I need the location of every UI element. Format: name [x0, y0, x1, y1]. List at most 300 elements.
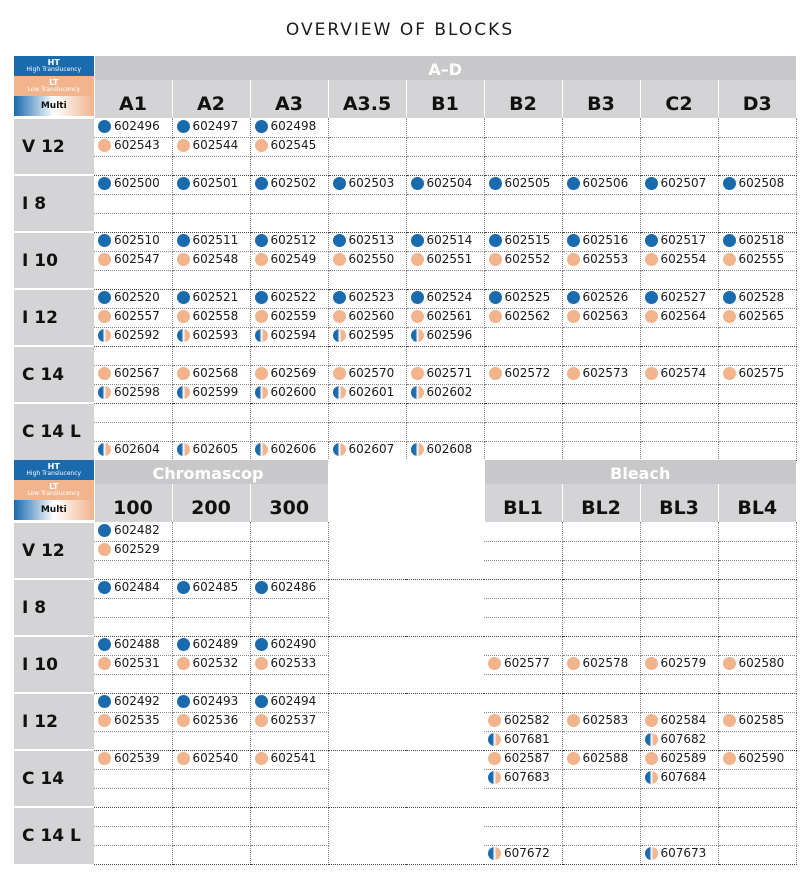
block-code-cell — [562, 712, 640, 731]
shade-header: 100 — [94, 484, 172, 522]
block-code: 602601 — [348, 385, 395, 400]
block-code: 602585 — [738, 713, 785, 728]
lt-translucency-icon — [488, 752, 501, 765]
table-row — [14, 118, 796, 137]
block-code: 602494 — [270, 694, 317, 709]
block-code-cell — [94, 137, 172, 156]
empty-cell — [328, 422, 406, 441]
block-code: 602564 — [660, 309, 707, 324]
empty-cell — [718, 788, 796, 807]
block-code: 602520 — [114, 290, 160, 305]
mu-translucency-icon — [177, 386, 190, 399]
lt-translucency-icon — [489, 253, 502, 266]
material-row-label: I 10 — [14, 636, 94, 693]
material-row-label: C 14 — [14, 750, 94, 807]
empty-cell — [484, 807, 562, 826]
block-code-cell — [562, 289, 640, 308]
table-row — [14, 327, 796, 346]
block-code-cell — [640, 232, 718, 251]
ht-translucency-icon — [255, 581, 268, 594]
block-code-cell — [562, 365, 640, 384]
block-code-cell — [406, 365, 484, 384]
empty-cell — [406, 560, 484, 579]
empty-cell — [718, 617, 796, 636]
empty-cell — [484, 441, 562, 460]
empty-cell — [328, 598, 406, 617]
empty-cell — [640, 441, 718, 460]
block-code: 602500 — [114, 176, 160, 191]
lt-translucency-icon — [98, 543, 111, 556]
block-code-cell — [172, 232, 250, 251]
ht-translucency-icon — [255, 638, 268, 651]
block-code-cell — [328, 384, 406, 403]
band-bleach: Bleach — [484, 460, 796, 484]
block-code: 602518 — [738, 233, 785, 248]
table-row — [14, 194, 796, 213]
empty-cell — [328, 213, 406, 232]
empty-cell — [640, 137, 718, 156]
empty-cell — [640, 636, 718, 655]
empty-cell — [406, 137, 484, 156]
block-code-cell — [94, 365, 172, 384]
block-code: 602493 — [192, 694, 239, 709]
table-row — [14, 579, 796, 598]
lt-translucency-icon — [98, 253, 111, 266]
empty-cell — [562, 327, 640, 346]
empty-cell — [562, 807, 640, 826]
table-row — [14, 156, 796, 175]
table-row — [14, 213, 796, 232]
empty-cell — [640, 346, 718, 365]
block-code: 602541 — [270, 751, 317, 766]
ht-translucency-icon — [333, 291, 346, 304]
ht-translucency-icon — [177, 638, 190, 651]
block-code: 602547 — [114, 252, 160, 267]
empty-cell — [328, 560, 406, 579]
block-code: 602529 — [114, 542, 160, 557]
empty-cell — [94, 845, 172, 864]
block-code: 602523 — [348, 290, 395, 305]
ht-translucency-icon — [723, 291, 736, 304]
empty-cell — [640, 579, 718, 598]
block-code-cell — [172, 636, 250, 655]
ht-translucency-icon — [333, 234, 346, 247]
block-code-cell — [484, 655, 562, 674]
empty-cell — [718, 826, 796, 845]
block-code-cell — [484, 750, 562, 769]
block-code-cell — [640, 308, 718, 327]
ht-translucency-icon — [177, 177, 190, 190]
material-row-label: I 8 — [14, 579, 94, 636]
table-row — [14, 750, 796, 769]
empty-cell — [250, 769, 328, 788]
block-code: 602504 — [426, 176, 473, 191]
empty-cell — [640, 598, 718, 617]
empty-cell — [406, 156, 484, 175]
block-code-cell — [250, 384, 328, 403]
table-row — [14, 617, 796, 636]
empty-cell — [172, 731, 250, 750]
block-code: 602532 — [192, 656, 239, 671]
empty-cell — [640, 327, 718, 346]
empty-cell — [562, 137, 640, 156]
empty-cell — [94, 422, 172, 441]
block-code-cell — [250, 251, 328, 270]
empty-cell — [718, 731, 796, 750]
ht-translucency-icon — [255, 177, 268, 190]
empty-cell — [406, 598, 484, 617]
block-code-cell — [172, 712, 250, 731]
block-code: 607684 — [660, 770, 707, 785]
block-code-cell — [94, 327, 172, 346]
band-a-d: A–D — [94, 56, 796, 80]
block-code-cell — [94, 541, 172, 560]
empty-cell — [406, 807, 484, 826]
block-code: 602584 — [660, 713, 707, 728]
block-code-cell — [484, 845, 562, 864]
ht-translucency-icon — [567, 291, 580, 304]
empty-cell — [94, 270, 172, 289]
empty-cell — [250, 213, 328, 232]
lt-translucency-icon — [98, 310, 111, 323]
empty-cell — [718, 403, 796, 422]
empty-cell — [562, 346, 640, 365]
empty-cell — [406, 712, 484, 731]
empty-cell — [250, 422, 328, 441]
empty-cell — [328, 636, 406, 655]
shade-header: B2 — [484, 80, 562, 118]
empty-cell — [406, 655, 484, 674]
empty-cell — [94, 769, 172, 788]
empty-cell — [406, 731, 484, 750]
lt-translucency-icon — [645, 253, 658, 266]
empty-cell — [718, 213, 796, 232]
lt-translucency-icon — [489, 310, 502, 323]
block-code-cell — [172, 137, 250, 156]
empty-cell — [640, 693, 718, 712]
empty-cell — [406, 522, 484, 541]
block-code-cell — [328, 289, 406, 308]
empty-cell — [328, 522, 406, 541]
block-code-cell — [718, 289, 796, 308]
empty-cell — [172, 617, 250, 636]
lt-translucency-icon — [255, 367, 268, 380]
block-code-cell — [172, 289, 250, 308]
block-code-cell — [484, 712, 562, 731]
empty-cell — [562, 731, 640, 750]
lt-translucency-icon — [567, 310, 580, 323]
table-row — [14, 365, 796, 384]
mu-translucency-icon — [98, 443, 111, 456]
empty-cell — [172, 541, 250, 560]
block-code-cell — [484, 289, 562, 308]
lt-translucency-icon — [723, 367, 736, 380]
block-code: 602552 — [504, 252, 551, 267]
block-code-cell — [172, 251, 250, 270]
empty-cell — [328, 712, 406, 731]
empty-cell — [172, 674, 250, 693]
block-code: 602606 — [270, 442, 317, 457]
empty-cell — [718, 845, 796, 864]
block-code-cell — [406, 308, 484, 327]
block-code: 602595 — [348, 328, 395, 343]
block-code-cell — [640, 655, 718, 674]
empty-cell — [328, 788, 406, 807]
empty-cell — [562, 617, 640, 636]
lt-translucency-icon — [333, 310, 346, 323]
block-code: 607682 — [660, 732, 707, 747]
material-row-label: I 8 — [14, 175, 94, 232]
table-row — [14, 598, 796, 617]
empty-cell — [562, 598, 640, 617]
block-code-cell — [250, 137, 328, 156]
empty-cell — [562, 522, 640, 541]
block-code: 602558 — [192, 309, 239, 324]
empty-cell — [406, 826, 484, 845]
block-code-cell — [94, 175, 172, 194]
block-code: 607673 — [660, 846, 707, 861]
empty-cell — [640, 807, 718, 826]
block-code: 602605 — [192, 442, 239, 457]
lt-translucency-icon — [645, 367, 658, 380]
block-code: 602602 — [426, 385, 473, 400]
lt-translucency-icon — [98, 367, 111, 380]
lt-translucency-icon — [723, 752, 736, 765]
ht-translucency-icon — [489, 177, 502, 190]
empty-cell — [406, 674, 484, 693]
mu-translucency-icon — [98, 329, 111, 342]
empty-cell — [406, 270, 484, 289]
empty-cell — [406, 422, 484, 441]
empty-cell — [406, 788, 484, 807]
lt-translucency-icon — [177, 139, 190, 152]
shade-header: B1 — [406, 80, 484, 118]
empty-cell — [250, 270, 328, 289]
block-code-cell — [250, 327, 328, 346]
empty-cell — [328, 270, 406, 289]
empty-cell — [328, 750, 406, 769]
empty-cell — [328, 617, 406, 636]
empty-cell — [484, 156, 562, 175]
table-row — [14, 270, 796, 289]
block-code: 602570 — [348, 366, 395, 381]
block-code: 602540 — [192, 751, 239, 766]
block-code-cell — [94, 251, 172, 270]
block-code: 602488 — [114, 637, 160, 652]
empty-cell — [718, 598, 796, 617]
block-code-cell — [328, 251, 406, 270]
empty-cell — [718, 422, 796, 441]
block-code: 602573 — [582, 366, 629, 381]
empty-cell — [172, 598, 250, 617]
empty-cell — [94, 194, 172, 213]
lt-translucency-icon — [645, 310, 658, 323]
empty-cell — [172, 560, 250, 579]
empty-cell — [172, 156, 250, 175]
empty-cell — [250, 845, 328, 864]
block-code-cell — [718, 175, 796, 194]
block-code-cell — [484, 175, 562, 194]
block-code-cell — [640, 251, 718, 270]
block-code: 602485 — [192, 580, 239, 595]
lt-translucency-icon — [333, 367, 346, 380]
block-code: 602522 — [270, 290, 317, 305]
table-row — [14, 769, 796, 788]
empty-cell — [484, 826, 562, 845]
empty-cell — [94, 674, 172, 693]
ht-translucency-icon — [411, 234, 424, 247]
table-row — [14, 403, 796, 422]
table-row — [14, 693, 796, 712]
block-code: 602502 — [270, 176, 317, 191]
shade-header: D3 — [718, 80, 796, 118]
lt-translucency-icon — [723, 310, 736, 323]
legend-ht: HT High Translucency — [14, 460, 94, 480]
block-code-cell — [250, 289, 328, 308]
table-row — [14, 232, 796, 251]
table-row — [14, 541, 796, 560]
block-code: 602574 — [660, 366, 707, 381]
block-code: 602550 — [348, 252, 395, 267]
table-row — [14, 560, 796, 579]
ht-translucency-icon — [489, 234, 502, 247]
block-code: 602497 — [192, 119, 239, 133]
block-code: 602582 — [504, 713, 550, 728]
block-code: 602489 — [192, 637, 239, 652]
block-code-cell — [250, 712, 328, 731]
empty-cell — [718, 522, 796, 541]
block-code-cell — [172, 308, 250, 327]
lt-translucency-icon — [411, 310, 424, 323]
lt-translucency-icon — [567, 714, 580, 727]
mu-translucency-icon — [255, 386, 268, 399]
empty-cell — [172, 346, 250, 365]
empty-cell — [640, 522, 718, 541]
block-code-cell — [640, 712, 718, 731]
block-code: 602557 — [114, 309, 160, 324]
shade-header: BL2 — [562, 484, 640, 522]
empty-cell — [718, 441, 796, 460]
empty-cell — [562, 403, 640, 422]
block-code: 602579 — [660, 656, 707, 671]
empty-cell — [640, 156, 718, 175]
empty-cell — [484, 118, 562, 137]
block-code: 602561 — [426, 309, 473, 324]
block-code: 602505 — [504, 176, 551, 191]
block-code-cell — [640, 731, 718, 750]
block-code: 602569 — [270, 366, 317, 381]
block-code-cell — [562, 308, 640, 327]
empty-cell — [562, 441, 640, 460]
lt-translucency-icon — [98, 752, 111, 765]
empty-cell — [328, 845, 406, 864]
table-row — [14, 674, 796, 693]
block-code-cell — [562, 655, 640, 674]
block-code-cell — [406, 384, 484, 403]
block-code: 602577 — [504, 656, 550, 671]
lt-translucency-icon — [567, 367, 580, 380]
blank-header — [328, 484, 406, 522]
block-code: 602531 — [114, 656, 160, 671]
block-code: 602567 — [114, 366, 160, 381]
empty-cell — [94, 403, 172, 422]
ht-translucency-icon — [177, 695, 190, 708]
empty-cell — [328, 194, 406, 213]
empty-cell — [172, 194, 250, 213]
block-code-cell — [250, 579, 328, 598]
lt-translucency-icon — [488, 657, 501, 670]
block-code-cell — [484, 365, 562, 384]
block-code-cell — [406, 232, 484, 251]
block-code-cell — [172, 655, 250, 674]
lt-translucency-icon — [411, 253, 424, 266]
block-code-cell — [172, 365, 250, 384]
block-code-cell — [250, 636, 328, 655]
ht-translucency-icon — [177, 120, 190, 133]
empty-cell — [172, 522, 250, 541]
ht-translucency-icon — [411, 291, 424, 304]
empty-cell — [484, 541, 562, 560]
block-code-cell — [562, 251, 640, 270]
block-code-cell — [172, 327, 250, 346]
block-code: 602533 — [270, 656, 317, 671]
block-code: 602528 — [738, 290, 785, 305]
block-code: 602501 — [192, 176, 239, 191]
block-code: 602535 — [114, 713, 160, 728]
empty-cell — [562, 826, 640, 845]
table-row — [14, 826, 796, 845]
empty-cell — [172, 826, 250, 845]
lt-translucency-icon — [723, 253, 736, 266]
ht-translucency-icon — [723, 234, 736, 247]
table-row — [14, 308, 796, 327]
block-code: 602527 — [660, 290, 707, 305]
ht-translucency-icon — [645, 177, 658, 190]
table-row — [14, 384, 796, 403]
block-code: 607672 — [504, 846, 550, 861]
empty-cell — [562, 788, 640, 807]
ht-translucency-icon — [98, 177, 111, 190]
block-code-cell — [172, 693, 250, 712]
translucency-legend — [14, 56, 94, 118]
empty-cell — [172, 788, 250, 807]
empty-cell — [484, 403, 562, 422]
empty-cell — [250, 541, 328, 560]
ht-translucency-icon — [98, 234, 111, 247]
lt-translucency-icon — [333, 253, 346, 266]
block-code-cell — [640, 845, 718, 864]
block-code-cell — [94, 579, 172, 598]
empty-cell — [172, 403, 250, 422]
empty-cell — [484, 788, 562, 807]
empty-cell — [328, 156, 406, 175]
ht-translucency-icon — [489, 291, 502, 304]
material-row-label: C 14 — [14, 346, 94, 403]
shade-header: A3 — [250, 80, 328, 118]
empty-cell — [484, 194, 562, 213]
block-code: 602578 — [582, 656, 629, 671]
empty-cell — [250, 403, 328, 422]
block-code-cell — [250, 750, 328, 769]
block-code-cell — [94, 522, 172, 541]
block-code: 602544 — [192, 138, 239, 153]
mu-translucency-icon — [645, 771, 658, 784]
empty-cell — [250, 826, 328, 845]
ht-translucency-icon — [567, 234, 580, 247]
empty-cell — [484, 579, 562, 598]
block-code-cell — [172, 118, 250, 137]
shade-header: A3.5 — [328, 80, 406, 118]
